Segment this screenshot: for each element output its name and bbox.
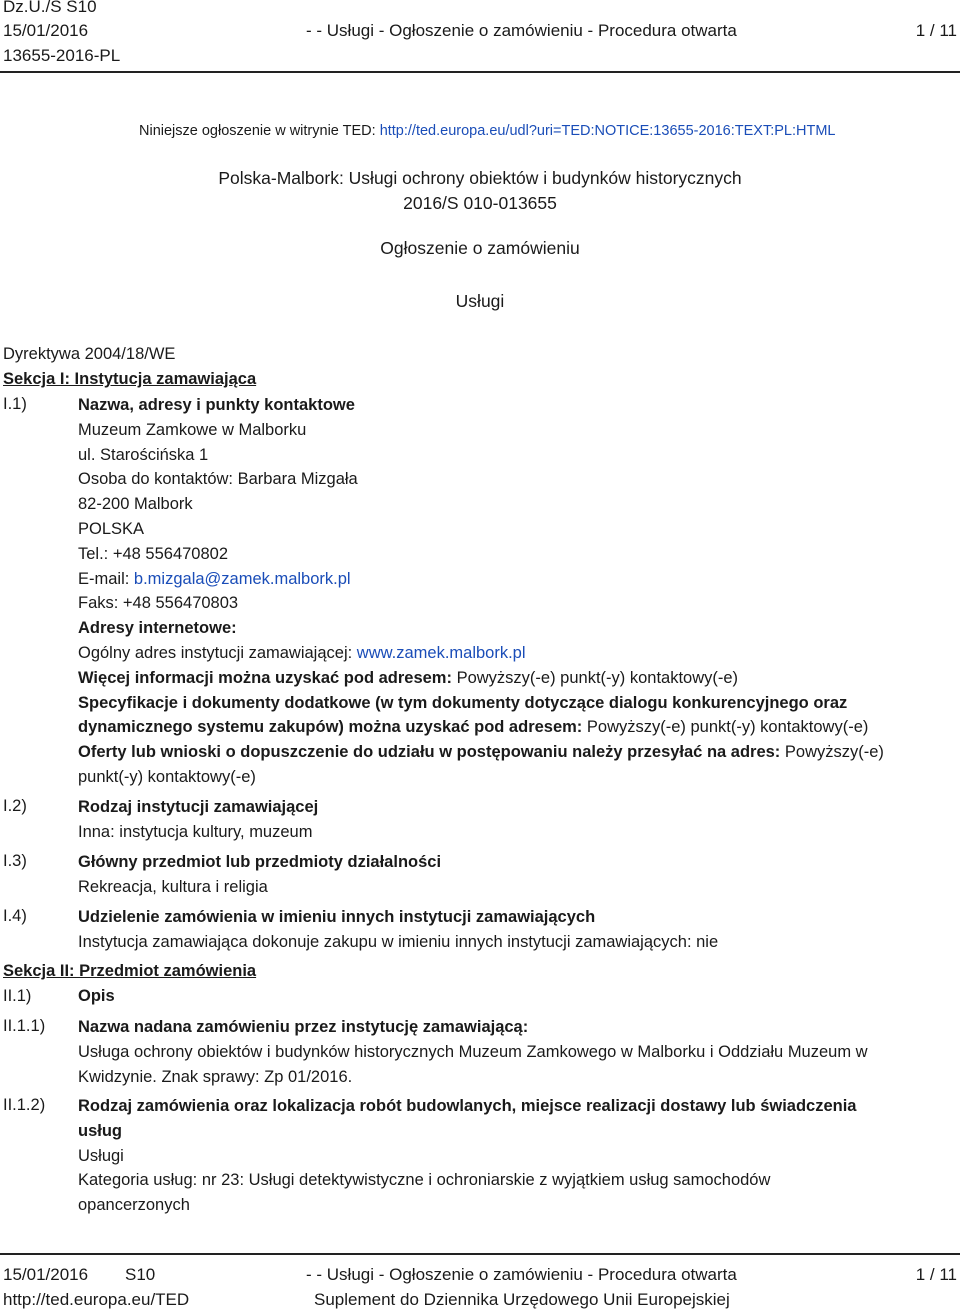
footer-supplement: Suplement do Dziennika Urzędowego Unii Europejskiej [314,1290,730,1309]
contract-name-line-1: Usługa ochrony obiektów i budynków historycznych Muzeum Zamkowego w Malborku i Oddziału Muzeum w [78,1042,868,1061]
section-1-heading: Sekcja I: Instytucja zamawiająca [3,370,257,388]
service-category-line-2: opancerzonych [78,1196,190,1215]
spec-label-line-1: Specyfikacje i dokumenty dodatkowe (w tym dokumenty dotyczące dialogu konkurencyjnego oraz [78,693,848,712]
web-line [78,641,953,666]
org-country: POLSKA [78,519,145,538]
footer-series: S10 [125,1265,156,1284]
notice-id: 13655-2016-PL [3,46,121,65]
spec-value: Powyższy(-e) punkt(-y) kontaktowy(-e) [582,718,869,737]
notice-main-title: Polska-Malbork: Usługi ochrony obiektów i budynków historycznych [218,168,742,188]
notice-reference: 2016/S 010-013655 [403,193,557,213]
contact-person: Osoba do kontaktów: Barbara Mizgała [78,470,358,489]
org-email-line [78,567,953,592]
header-date: 15/01/2016 [3,21,89,40]
footer-title: - - Usługi - Ogłoszenie o zamówieniu - Procedura otwarta [306,1265,737,1284]
item-ii12-title-line-2: usług [78,1121,122,1140]
footer-page-number: 1 / 11 [915,1265,957,1284]
ted-notice-prefix: Niniejsze ogłoszenie w witrynie TED: [139,123,380,139]
offers-label: Oferty lub wnioski o dopuszczenie do udziału w postępowaniu należy przesyłać na adres: [78,743,781,762]
spec-line-2 [78,715,953,740]
notice-category: Usługi [455,291,505,311]
item-i3-number: I.3) [3,852,27,870]
header-page-number: 1 / 11 [915,21,957,40]
item-i3-block [78,850,953,900]
item-i2-title: Rodzaj instytucji zamawiającej [78,798,319,816]
ted-notice-line [139,123,835,139]
org-city: 82-200 Malbork [78,495,193,514]
more-info-value: Powyższy(-e) punkt(-y) kontaktowy(-e) [451,668,739,687]
item-i2-value: Inna: instytucja kultury, muzeum [78,822,313,841]
email-label: E-mail: [78,569,134,588]
item-ii11-title: Nazwa nadana zamówieniu przez instytucję zamawiającą: [78,1018,529,1036]
org-fax: Faks: +48 556470803 [78,594,239,613]
ted-notice-link[interactable]: http://ted.europa.eu/udl?uri=TED:NOTICE:13655-2016:TEXT:PL:HTML [379,123,836,139]
item-ii11-number: II.1.1) [3,1017,46,1035]
header-divider [0,71,960,73]
section-2-heading: Sekcja II: Przedmiot zamówienia [3,962,257,980]
footer-divider [0,1253,960,1255]
item-i1-title: Nazwa, adresy i punkty kontaktowe [78,396,355,414]
service-category-line-1: Kategoria usług: nr 23: Usługi detektywistyczne i ochroniarskie z wyjątkiem usług samochodów [78,1171,771,1190]
spec-label-line-2: dynamicznego systemu zakupów) można uzyskać pod adresem: [78,718,583,737]
contract-type: Usługi [78,1146,124,1165]
item-i4-block [78,905,953,955]
org-name: Muzeum Zamkowe w Malborku [78,420,307,439]
item-i3-value: Rekreacja, kultura i religia [78,877,268,896]
item-ii12-block [78,1094,953,1218]
notice-type: Ogłoszenie o zamówieniu [380,238,580,258]
org-phone: Tel.: +48 556470802 [78,544,229,563]
item-i4-number: I.4) [3,907,27,925]
item-ii12-number: II.1.2) [3,1096,46,1114]
item-i1-number: I.1) [3,395,27,413]
web-heading: Adresy internetowe: [78,619,237,638]
email-link[interactable]: b.mizgala@zamek.malbork.pl [133,569,351,588]
more-info-label: Więcej informacji można uzyskać pod adresem: [78,668,452,687]
item-i4-value: Instytucja zamawiająca dokonuje zakupu w imieniu innych instytucji zamawiających: nie [78,932,719,951]
item-i2-block [78,795,953,845]
item-ii11-block [78,1015,953,1089]
web-link[interactable]: www.zamek.malbork.pl [356,643,526,662]
header-title: - - Usługi - Ogłoszenie o zamówieniu - Procedura otwarta [306,21,737,40]
item-i2-number: I.2) [3,797,27,815]
org-street: ul. Starościńska 1 [78,445,209,464]
item-i1-block [78,393,953,790]
item-i4-title: Udzielenie zamówienia w imieniu innych instytucji zamawiających [78,908,596,926]
web-label: Ogólny adres instytucji zamawiającej: [78,643,357,662]
offers-value-1: Powyższy(-e) [780,743,884,762]
offers-line-1 [78,740,953,765]
directive: Dyrektywa 2004/18/WE [3,345,176,363]
journal-ref: Dz.U./S S10 [3,0,97,16]
more-info-line [78,666,953,691]
item-ii1-number: II.1) [3,987,32,1005]
item-ii12-title-line-1: Rodzaj zamówienia oraz lokalizacja robót budowlanych, miejsce realizacji dostawy lub świadczenia [78,1097,857,1115]
footer-date: 15/01/2016 [3,1265,89,1284]
offers-value-2: punkt(-y) kontaktowy(-e) [78,767,256,786]
item-i3-title: Główny przedmiot lub przedmioty działalności [78,853,442,871]
contract-name-line-2: Kwidzynie. Znak sprawy: Zp 01/2016. [78,1067,353,1086]
footer-url: http://ted.europa.eu/TED [3,1290,190,1309]
item-ii1-title: Opis [78,987,115,1005]
